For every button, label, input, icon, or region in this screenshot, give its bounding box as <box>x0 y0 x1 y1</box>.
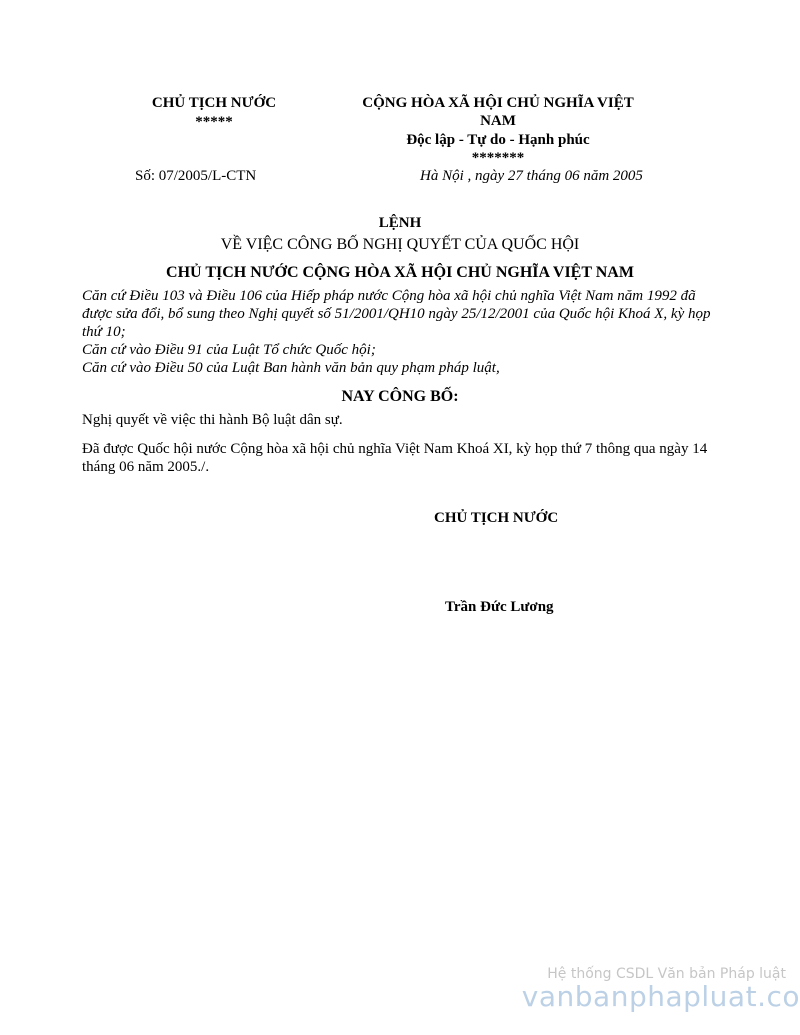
document-type: LỆNH <box>378 215 422 231</box>
announcement-heading: NAY CÔNG BỐ: <box>341 388 459 405</box>
national-motto: Độc lập - Tự do - Hạnh phúc <box>406 132 590 148</box>
signer-name: Trần Đức Lương <box>445 599 554 615</box>
national-title-line1: CỘNG HÒA XÃ HỘI CHỦ NGHĨA VIỆT <box>362 95 634 111</box>
document-number: Số: 07/2005/L-CTN <box>135 168 257 184</box>
watermark-caption: Hệ thống CSDL Văn bản Pháp luật <box>547 966 786 982</box>
national-title <box>338 94 658 130</box>
legal-basis-item: Căn cứ vào Điều 50 của Luật Ban hành văn bản quy phạm pháp luật, <box>82 360 500 376</box>
signature-title: CHỦ TỊCH NƯỚC <box>434 510 559 526</box>
motto-separator: ******* <box>471 150 525 166</box>
issuer-name: CHỦ TỊCH NƯỚC <box>151 95 277 111</box>
place-and-date: Hà Nội , ngày 27 tháng 06 năm 2005 <box>420 168 643 184</box>
issuing-authority: CHỦ TỊCH NƯỚC CỘNG HÒA XÃ HỘI CHỦ NGHĨA VIỆT NAM <box>166 264 634 281</box>
body-paragraph: Nghị quyết về việc thi hành Bộ luật dân sự. <box>82 412 343 428</box>
body-paragraph: Đã được Quốc hội nước Cộng hòa xã hội chủ nghĩa Việt Nam Khoá XI, kỳ họp thứ 7 thông qua ngày 14 tháng 06 năm 2005./. <box>82 441 708 475</box>
watermark-domain: vanbanphapluat.co <box>521 980 800 1013</box>
legal-basis-item: Căn cứ vào Điều 91 của Luật Tổ chức Quốc hội; <box>82 342 376 358</box>
legal-basis <box>82 287 712 377</box>
document-subject: VỀ VIỆC CÔNG BỐ NGHỊ QUYẾT CỦA QUỐC HỘI <box>220 236 580 253</box>
issuer-separator: ***** <box>195 114 233 130</box>
legal-basis-item: Căn cứ Điều 103 và Điều 106 của Hiếp pháp nước Cộng hòa xã hội chủ nghĩa Việt Nam năm 1992 đã được sửa đổi, bổ sung theo Nghị quyết số 51/2001/QH10 ngày 25/12/2001 của Quốc hội Khoá X, kỳ họp thứ 10; <box>82 288 711 340</box>
national-title-line2: NAM <box>480 113 516 129</box>
